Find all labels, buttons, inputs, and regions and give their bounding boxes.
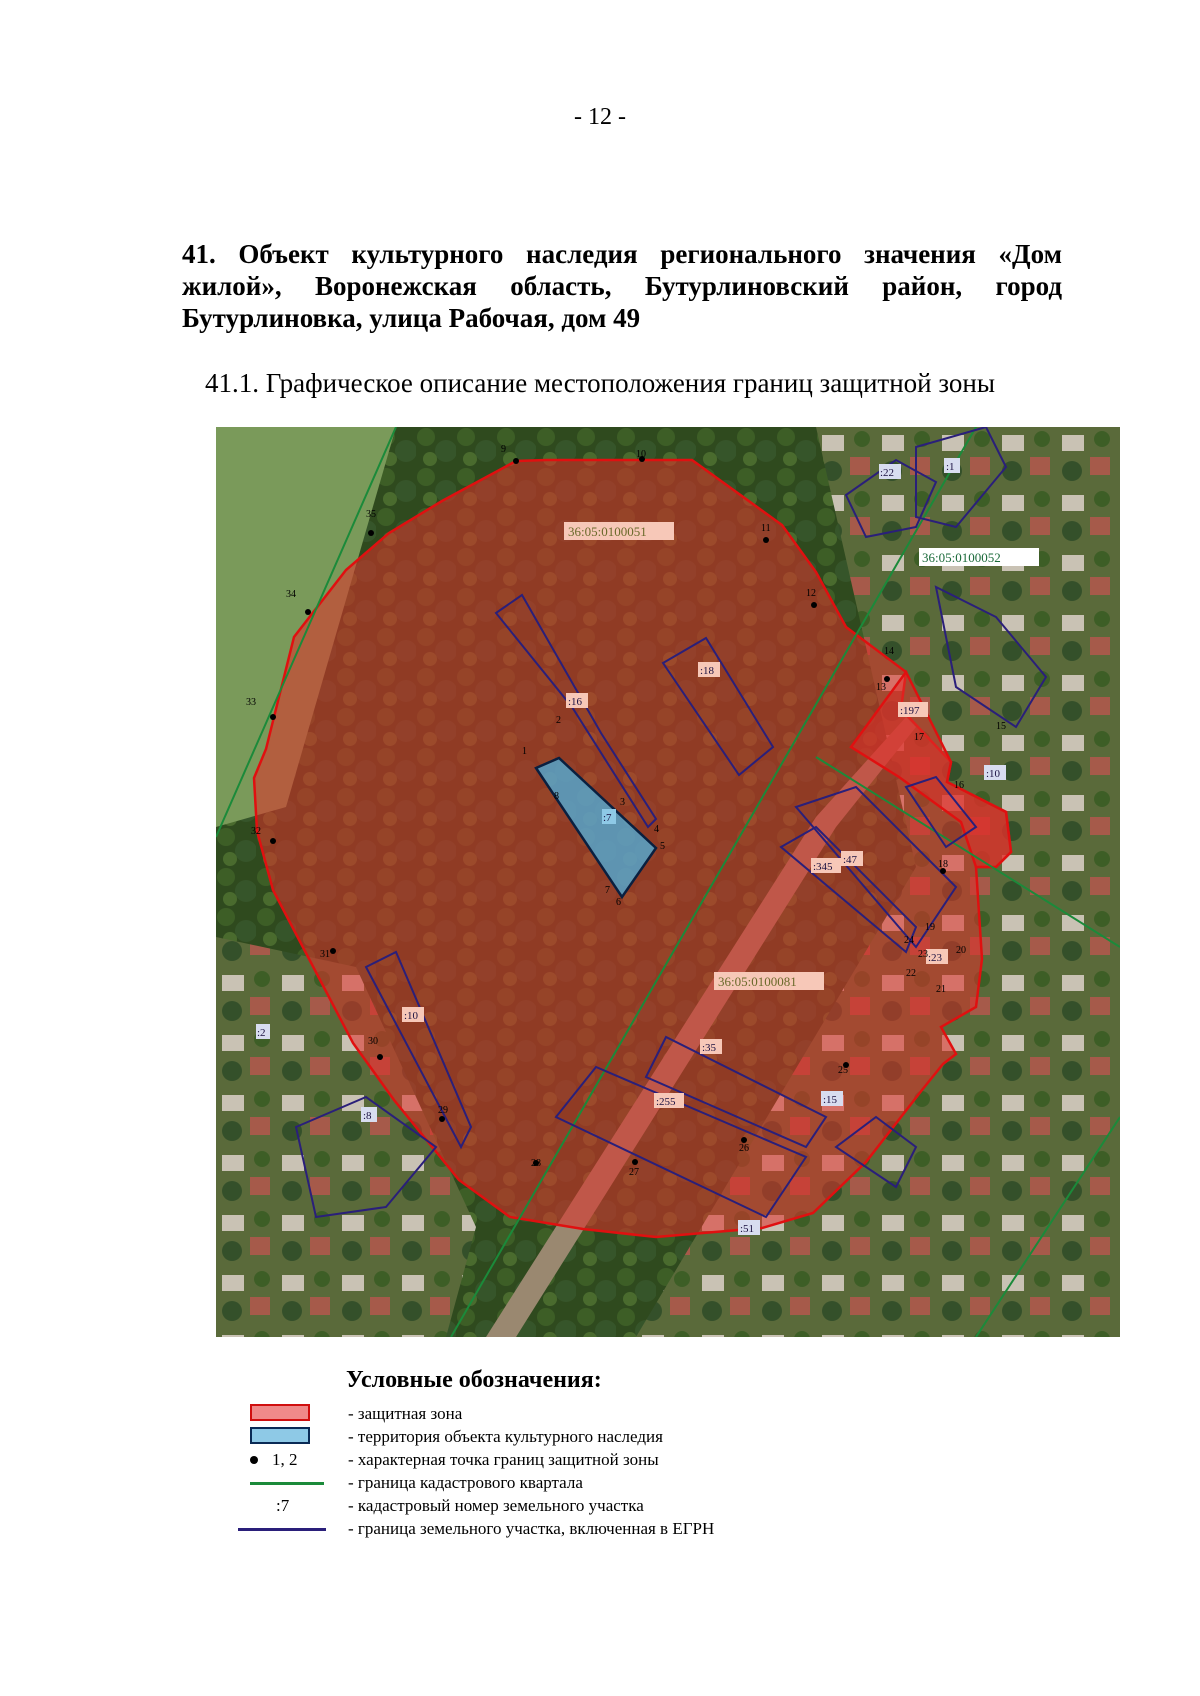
point-label: 13 [876,682,886,693]
point-label: 3 [620,797,625,808]
point-label: 14 [884,646,894,657]
page-number: - 12 - [574,104,626,130]
point-label: 1 [522,746,527,757]
parcel-label: :2 [257,1027,266,1039]
point-label: 4 [654,824,659,835]
legend-text: - граница кадастрового квартала [348,1473,583,1492]
point-label: 27 [629,1167,639,1178]
point-marker [513,458,519,464]
point-marker [330,948,336,954]
legend-title: Условные обозначения: [346,1367,602,1393]
point-label: 2 [556,715,561,726]
point-label: 8 [554,791,559,802]
legend-text: - характерная точка границ защитной зоны [348,1450,659,1469]
point-label: 9 [501,444,506,455]
parcel-label: :35 [702,1042,717,1054]
point-marker [763,537,769,543]
point-marker [811,602,817,608]
parcel-label: :15 [823,1094,838,1106]
legend-row-protection-zone [230,1402,930,1425]
point-label: 31 [320,949,330,960]
legend-text: - защитная зона [348,1404,463,1423]
point-label: 6 [616,897,621,908]
point-label: 30 [368,1036,378,1047]
point-label: 34 [286,589,296,600]
legend-row-heritage-object [230,1425,930,1448]
parcel-label: :18 [700,665,715,677]
legend-row-point [230,1448,930,1471]
parcel-label: :16 [568,696,583,708]
section-subheading: 41.1. Графическое описание местоположения границ защитной зоны [205,368,995,398]
quarter-label-0100081: 36:05:0100081 [718,974,797,989]
point-label: 25 [838,1065,848,1076]
legend-row-parcel-border [230,1517,930,1540]
point-label: 33 [246,697,256,708]
legend-symbol-point [230,1448,325,1471]
legend-text: - граница земельного участка, включенная в ЕГРН [348,1519,715,1538]
legend-row-cadastral-number [230,1494,930,1517]
point-label: 29 [438,1105,448,1116]
point-label: 7 [605,885,610,896]
parcel-label: :10 [404,1010,419,1022]
point-label: 26 [739,1143,749,1154]
point-marker [377,1054,383,1060]
heading-line-2: жилой», Воронежская область, Бутурлиновский район, город [182,271,1062,301]
point-label: 22 [906,968,916,979]
point-label: 23 [918,949,928,960]
parcel-label: :22 [880,467,895,479]
point-label: 24 [904,935,914,946]
legend [230,1402,930,1540]
parcel-label: :47 [843,854,858,866]
point-label: 35 [366,509,376,520]
point-label: 12 [806,588,816,599]
legend-text: - территория объекта культурного наследия [348,1427,663,1446]
legend-symbol-parcel-line [230,1517,325,1540]
cadastral-map [216,427,1120,1337]
legend-symbol-quarter-line [230,1471,325,1494]
parcel-label: :7 [603,812,612,824]
point-marker [632,1159,638,1165]
legend-symbol-object [230,1425,325,1448]
quarter-label-0100052: 36:05:0100052 [922,550,1001,565]
parcel-label: :51 [740,1223,755,1235]
point-label: 32 [251,826,261,837]
point-label: 15 [996,721,1006,732]
point-label: 10 [636,449,646,460]
quarter-label-0100051: 36:05:0100051 [568,524,647,539]
point-label: 16 [954,780,964,791]
parcel-label: :1 [946,461,955,473]
legend-text: - кадастровый номер земельного участка [348,1496,644,1515]
point-marker [270,838,276,844]
point-dot-icon [250,1456,258,1464]
parcel-label: :10 [986,768,1001,780]
point-marker [439,1116,445,1122]
parcel-label: :197 [900,705,920,717]
heading-line-1: 41. Объект культурного наследия регионального значения «Дом [182,239,1062,269]
point-label: 19 [925,922,935,933]
legend-symbol-number [230,1494,325,1517]
point-marker [368,530,374,536]
point-label: 21 [936,984,946,995]
point-label: 5 [660,841,665,852]
parcel-label: :255 [656,1096,676,1108]
parcel-label: :8 [363,1110,372,1122]
legend-symbol-point-label: 1, 2 [272,1450,298,1469]
heading-line-3: Бутурлиновка, улица Рабочая, дом 49 [182,303,641,333]
object-heading [182,238,1062,334]
legend-symbol-zone [230,1402,325,1425]
point-label: 20 [956,945,966,956]
legend-row-quarter-border [230,1471,930,1494]
point-marker [270,714,276,720]
parcel-label: :23 [928,952,943,964]
point-label: 18 [938,859,948,870]
point-label: 17 [914,732,924,743]
point-label: 11 [761,523,771,534]
legend-symbol-number-label: :7 [276,1496,290,1515]
point-label: 28 [531,1158,541,1169]
parcel-label: :345 [813,861,833,873]
point-marker [305,609,311,615]
